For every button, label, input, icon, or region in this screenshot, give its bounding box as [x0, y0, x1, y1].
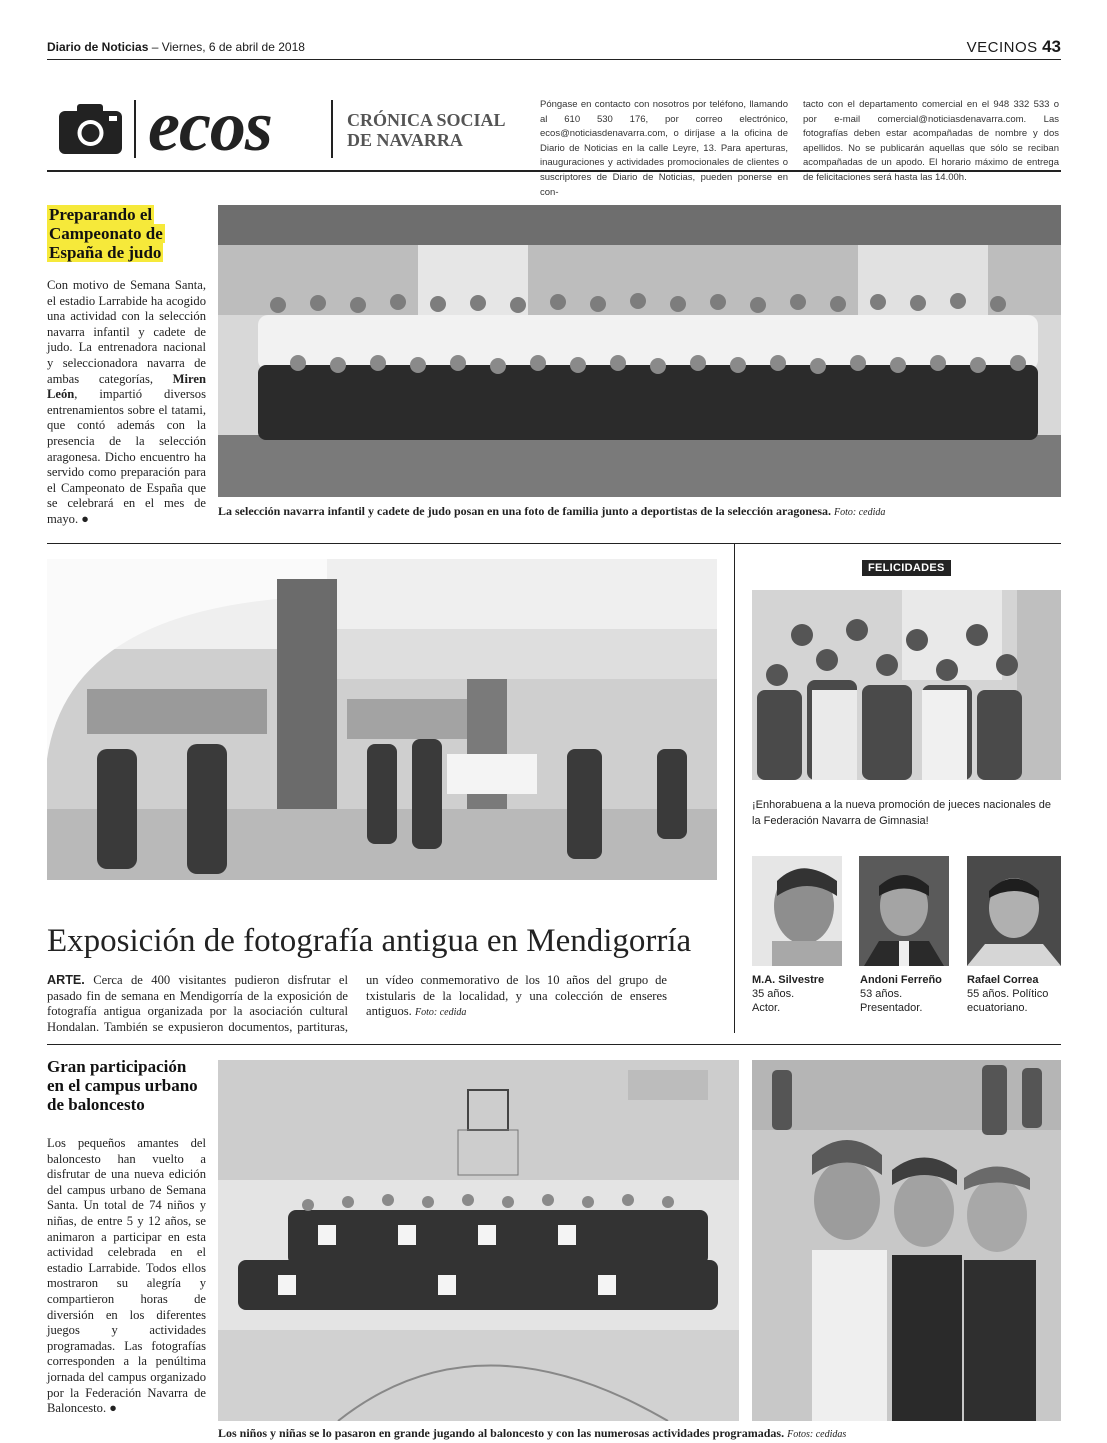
sidebar-divider — [734, 543, 735, 1033]
masthead-divider-2 — [331, 100, 333, 158]
masthead-subtitle — [347, 110, 506, 150]
judo-highlight-name: Miren León — [47, 371, 206, 402]
portrait-silvestre — [752, 856, 842, 966]
judo-credit: Foto: cedida — [833, 507, 886, 518]
felicidades-photo — [752, 590, 1061, 780]
birthday-person-1: M.A. Silvestre 35 años. Actor. — [752, 974, 825, 1014]
ecos-logo: ecos — [148, 86, 272, 166]
portrait-ferreno — [859, 856, 949, 966]
portrait-correa — [967, 856, 1061, 966]
birthday-person-2: Andoni Ferreño 53 años. Presentador. — [860, 974, 942, 1014]
judo-headline: Preparando el Campeonato de España de judo — [49, 205, 163, 262]
expo-photo — [47, 559, 717, 880]
camera-icon — [59, 102, 122, 154]
end-mark-icon: ● — [109, 1401, 117, 1416]
section-rule-1 — [47, 543, 1061, 544]
basket-caption: Los niños y niñas se lo pasaron en grande jugando al baloncesto y con las numerosas actividades programadas. Fotos: cedidas — [218, 1426, 847, 1440]
expo-headline: Exposición de fotografía antigua en Mendigorría — [47, 923, 692, 959]
judo-group-photo — [218, 205, 1061, 497]
end-mark-icon: ● — [81, 511, 89, 526]
expo-body: ARTE. Cerca de 400 visitantes pudieron disfrutar el pasado fin de semana en Mendigorría de la exposición de fotografía antigua organizada por la asociación cultural Hondalan. También se expusieron documentos, partituras, un vídeo conmemorativo de los 10 años del grupo de txistularis de la localidad, y una colección de enseres antiguos. Foto: cedida — [47, 973, 667, 1034]
paper-name: Diario de Noticias — [47, 40, 149, 54]
basket-credit: Fotos: cedidas — [787, 1429, 847, 1440]
felicidades-caption: ¡Enhorabuena a la nueva promoción de jueces nacionales de la Federación Navarra de Gimnasia! — [752, 799, 1052, 827]
basket-kids-photo — [752, 1060, 1061, 1421]
subtitle-line-1: CRÓNICA SOCIAL — [347, 110, 506, 130]
header-rule — [47, 59, 1061, 60]
felicidades-tag: FELICIDADES — [862, 560, 951, 576]
judo-body: Con motivo de Semana Santa, el estadio Larrabide ha acogido una actividad con la selección navarra infantil y cadete de judo. La entrenadora nacional y seleccionadora navarra de ambas categorías, Miren León, impartió diversos entrenamientos sobre el tatami, que contó además con la presencia de la selección aragonesa. Dicho encuentro ha servido como preparación para el Campeonato de España que se celebrará en el mes de mayo. ● — [47, 278, 206, 526]
masthead-rule — [47, 170, 1061, 172]
expo-lead: ARTE. — [47, 973, 85, 987]
page-number: 43 — [1042, 37, 1061, 56]
page-header — [47, 38, 1061, 58]
basket-group-photo — [218, 1060, 739, 1421]
section-name: VECINOS — [966, 39, 1038, 56]
basket-headline: Gran participación en el campus urbano de baloncesto — [47, 1057, 198, 1114]
basket-body: Los pequeños amantes del baloncesto han vuelto a disfrutar de una nueva edición del campus urbano de Semana Santa. Un total de 74 niños y niñas, de entre 5 y 12 años, se animaron a participar en esta actividad celebrada en el estadio Larrabide. Todos ellos mostraron su alegría y compartieron horas de diversión en los diferentes juegos y actividades programadas. Las fotografías corresponden a la penúltima jornada del campus organizado por la Federación Navarra de Baloncesto. ● — [47, 1136, 206, 1416]
section-rule-2 — [47, 1044, 1061, 1045]
birthday-person-3: Rafael Correa 55 años. Político ecuatoriano. — [967, 974, 1049, 1014]
contact-info-col-2: tacto con el departamento comercial en el 948 332 533 o por e-mail comercial@noticiasdenavarra.com. Las fotografías deben estar acompañadas de nombre y dos apellidos. No se publicarán aquellas que sólo se reciban acompañadas de un apodo. El horario máximo de entrega de felicitaciones será hasta las 14.00h. — [803, 99, 1059, 183]
masthead-divider — [134, 100, 136, 158]
expo-credit: Foto: cedida — [414, 1007, 467, 1019]
subtitle-line-2: DE NAVARRA — [347, 130, 463, 150]
issue-date: – Viernes, 6 de abril de 2018 — [148, 40, 305, 54]
judo-caption: La selección navarra infantil y cadete de judo posan en una foto de familia junto a deportistas de la selección aragonesa. Foto: cedida — [218, 504, 886, 518]
contact-info-col-1: Póngase en contacto con nosotros por teléfono, llamando al 610 530 176, por correo electrónico, ecos@noticiasdenavarra.com, o diríjase a la oficina de Diario de Noticias en la calle Leyre, 13. Para aperturas, inauguraciones y actividades promocionales de clientes o suscriptores de Diario de Noticias, pueden ponerse en con- — [540, 99, 788, 198]
